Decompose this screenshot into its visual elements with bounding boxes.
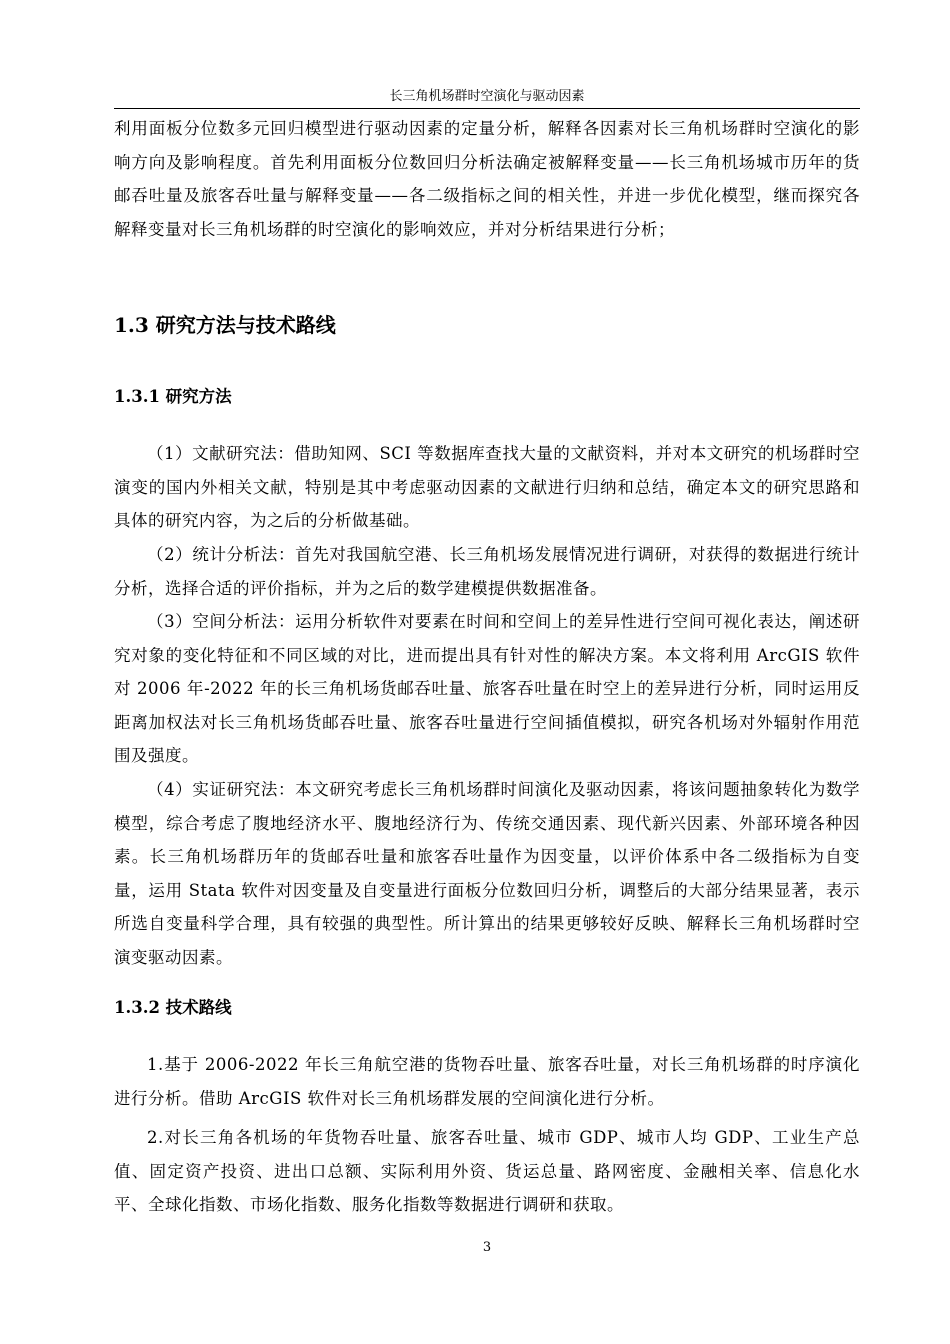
running-header: 长三角机场群时空演化与驱动因素 [389,89,585,104]
page-number: 3 [482,1240,492,1255]
method-paragraph-statistics: （2）统计分析法：首先对我国航空港、长三角机场发展情况进行调研，对获得的数据进行统计分析，选择合适的评价指标，并为之后的数学建模提供数据准备。 [114,545,860,598]
method-paragraph-literature: （1）文献研究法：借助知网、SCI 等数据库查找大量的文献资料，并对本文研究的机场群时空演变的国内外相关文献，特别是其中考虑驱动因素的文献进行归纳和总结，确定本文的研究思路和具体的研究内容，为之后的分析做基础。 [114,444,860,530]
section-heading-1-3-1: 1.3.1 研究方法 [114,387,232,406]
route-paragraph-2: 2.对长三角各机场的年货物吞吐量、旅客吞吐量、城市 GDP、城市人均 GDP、工业生产总值、固定资产投资、进出口总额、实际利用外资、货运总量、路网密度、金融相关率、信息化水平、全球化指数、市场化指数、服务化指数等数据进行调研和获取。 [114,1128,860,1214]
method-paragraph-spatial: （3）空间分析法：运用分析软件对要素在时间和空间上的差异性进行空间可视化表达，阐述研究对象的变化特征和不同区域的对比，进而提出具有针对性的解决方案。本文将利用 ArcGIS 软件对 2006 年-2022 年的长三角机场货邮吞吐量、旅客吞吐量在时空上的差异进行分析，同时运用反距离加权法对长三角机场货邮吞吐量、旅客吞吐量进行空间插值模拟，研究各机场对外辐射作用范围及强度。 [114,612,860,765]
method-paragraph-empirical: （4）实证研究法：本文研究考虑长三角机场群时间演化及驱动因素，将该问题抽象转化为数学模型，综合考虑了腹地经济水平、腹地经济行为、传统交通因素、现代新兴因素、外部环境各种因素。长三角机场群历年的货邮吞吐量和旅客吞吐量作为因变量，以评价体系中各二级指标为自变量，运用 Stata 软件对因变量及自变量进行面板分位数回归分析，调整后的大部分结果显著，表示所选自变量科学合理，具有较强的典型性。所计算出的结果更够较好反映、解释长三角机场群时空演变驱动因素。 [114,780,860,967]
header-rule [114,108,860,109]
intro-paragraph: 利用面板分位数多元回归模型进行驱动因素的定量分析，解释各因素对长三角机场群时空演化的影响方向及影响程度。首先利用面板分位数回归分析法确定被解释变量——长三角机场城市历年的货邮吞吐量及旅客吞吐量与解释变量——各二级指标之间的相关性，并进一步优化模型，继而探究各解释变量对长三角机场群的时空演化的影响效应，并对分析结果进行分析； [114,119,860,239]
section-heading-1-3: 1.3 研究方法与技术路线 [114,313,336,337]
route-paragraph-1: 1.基于 2006-2022 年长三角航空港的货物吞吐量、旅客吞吐量，对长三角机场群的时序演化进行分析。借助 ArcGIS 软件对长三角机场群发展的空间演化进行分析。 [114,1055,860,1108]
section-heading-1-3-2: 1.3.2 技术路线 [114,998,232,1017]
